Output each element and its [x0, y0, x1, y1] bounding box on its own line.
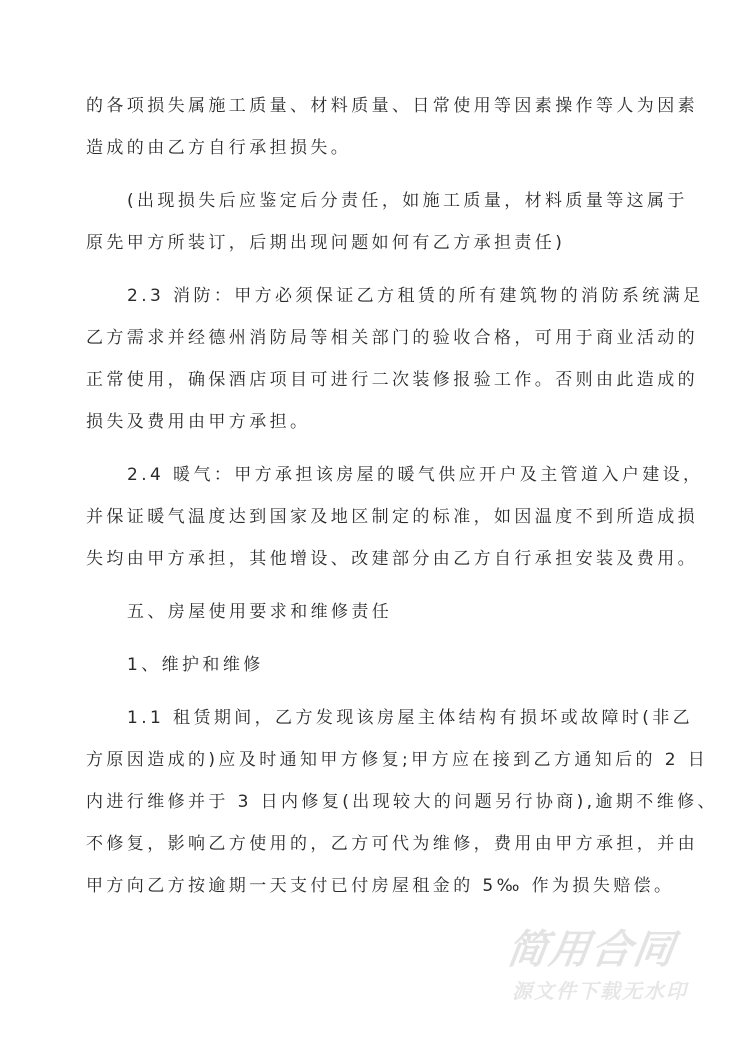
section-heading: 五、房屋使用要求和维修责任	[127, 602, 393, 622]
text-line: 损失及费用由甲方承担。	[86, 412, 311, 432]
text-line: 的各项损失属施工质量、材料质量、日常使用等因素操作等人为因素	[86, 96, 698, 116]
text-line: 并保证暖气温度达到国家及地区制定的标准，如因温度不到所造成损	[86, 507, 698, 527]
text-line: 造成的由乙方自行承担损失。	[86, 138, 352, 158]
watermark-title: 简用合同	[504, 927, 679, 973]
text-line: 不修复，影响乙方使用的，乙方可代为维修，费用由甲方承担，并由	[86, 834, 698, 854]
text-line: 2.3 消防：甲方必须保证乙方租赁的所有建筑物的消防系统满足	[127, 286, 704, 306]
text-line: 2.4 暖气：甲方承担该房屋的暖气供应开户及主管道入户建设，	[127, 465, 704, 485]
text-line: 内进行维修并于 3 日内修复(出现较大的问题另行协商),逾期不维修、	[86, 792, 718, 812]
text-line: 甲方向乙方按逾期一天支付已付房屋租金的 5‰ 作为损失赔偿。	[86, 876, 675, 896]
watermark-subtitle: 源文件下载无水印	[512, 979, 688, 1003]
text-line: 正常使用，确保酒店项目可进行二次装修报验工作。否则由此造成的	[86, 370, 698, 390]
text-line: 原先甲方所装订，后期出现问题如何有乙方承担责任)	[86, 233, 566, 253]
text-line: 方原因造成的)应及时通知甲方修复;甲方应在接到乙方通知后的 2 日	[86, 750, 709, 770]
subsection-heading: 1、维护和维修	[127, 655, 264, 675]
text-line: (出现损失后应鉴定后分责任，如施工质量，材料质量等这属于	[127, 191, 688, 211]
text-line: 1.1 租赁期间，乙方发现该房屋主体结构有损坏或故障时(非乙	[127, 708, 694, 728]
text-line: 失均由甲方承担，其他增设、改建部分由乙方自行承担安装及费用。	[86, 549, 698, 569]
text-line: 乙方需求并经德州消防局等相关部门的验收合格，可用于商业活动的	[86, 328, 698, 348]
